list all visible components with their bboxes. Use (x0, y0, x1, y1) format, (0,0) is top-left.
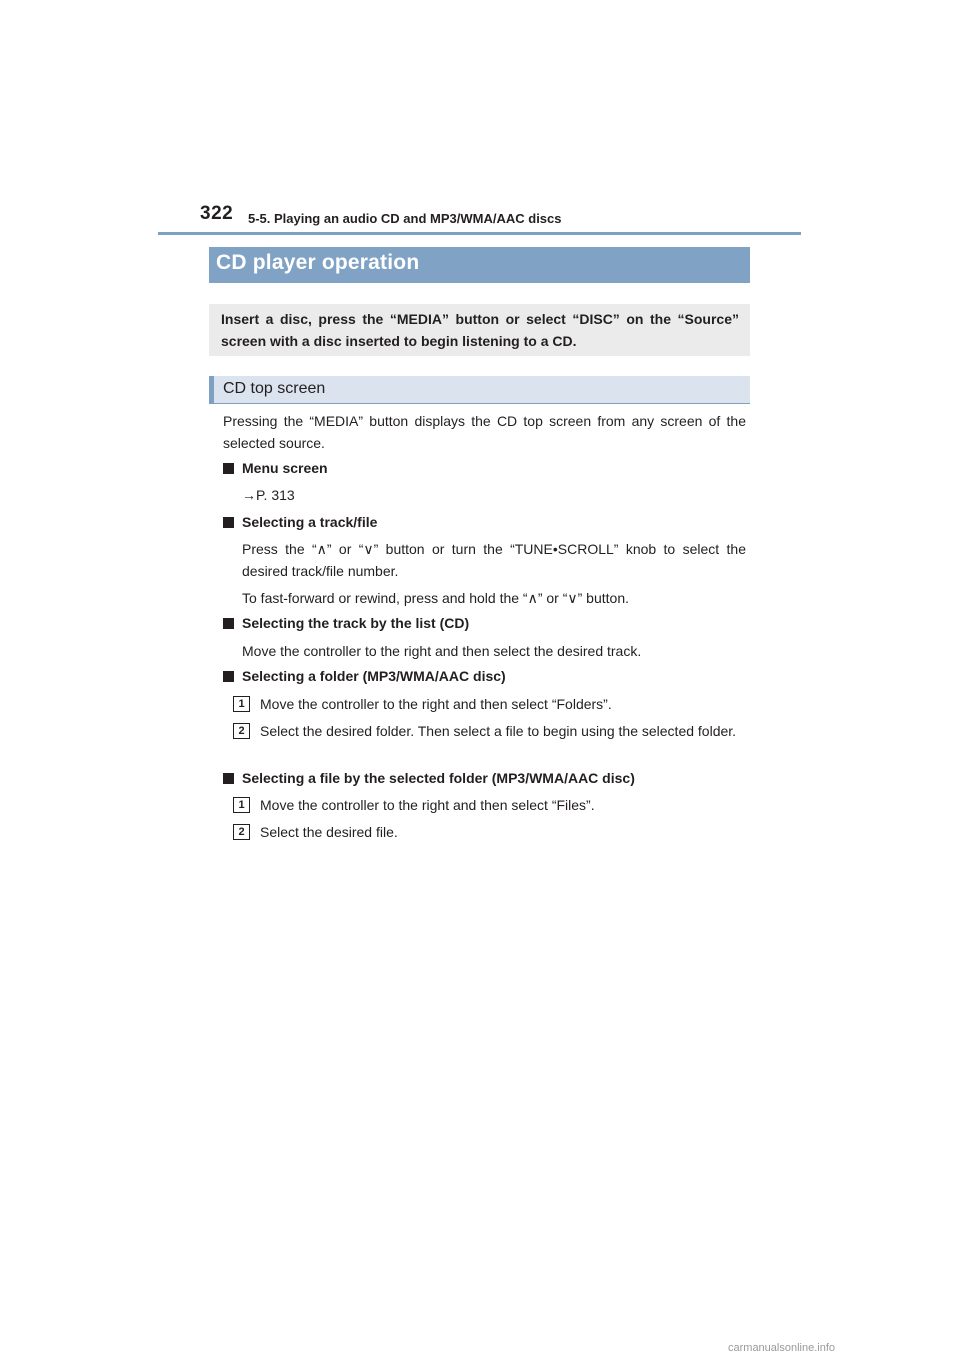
step-text: Select the desired file. (260, 824, 398, 840)
track-file-text: Press the “∧” or “∨” button or turn the “TUNE•SCROLL” knob to select the desired track/file number. (242, 541, 746, 579)
intro-paragraph: Pressing the “MEDIA” button displays the CD top screen from any screen of the selected source. (223, 413, 746, 451)
bullet-square-icon (223, 773, 234, 784)
step-text: Select the desired folder. Then select a file to begin using the selected folder. (260, 723, 737, 739)
subhead-bar (209, 376, 750, 404)
intro-box (209, 304, 750, 356)
title-bar (209, 247, 750, 283)
step-number-badge: 1 (233, 696, 250, 712)
bullet-square-icon (223, 463, 234, 474)
folder-heading: Selecting a folder (MP3/WMA/AAC disc) (223, 668, 506, 684)
bullet-square-icon (223, 618, 234, 629)
track-file-text-2: To fast-forward or rewind, press and hold the “∧” or “∨” button. (242, 590, 629, 606)
bullet-square-icon (223, 671, 234, 682)
track-file-heading: Selecting a track/file (223, 514, 377, 530)
step-number-badge: 2 (233, 723, 250, 739)
step-number-badge: 1 (233, 797, 250, 813)
file-by-folder-heading: Selecting a file by the selected folder (MP3/WMA/AAC disc) (223, 770, 635, 786)
subhead-title: CD top screen (223, 380, 326, 397)
menu-screen-heading: Menu screen (223, 460, 328, 476)
page-number: 322 (200, 203, 234, 224)
track-list-heading: Selecting the track by the list (CD) (223, 615, 469, 631)
section-title: 5-5. Playing an audio CD and MP3/WMA/AAC discs (248, 211, 562, 226)
menu-screen-ref[interactable]: →P. 313 (242, 487, 295, 503)
intro-text: Insert a disc, press the “MEDIA” button or select “DISC” on the “Source” screen with a disc inserted to begin listening to a CD. (221, 311, 739, 349)
bullet-square-icon (223, 517, 234, 528)
step-number-badge: 2 (233, 824, 250, 840)
watermark: carmanualsonline.info (728, 1342, 836, 1354)
subhead-accent (209, 376, 214, 404)
step-text: Move the controller to the right and then select “Folders”. (260, 696, 612, 712)
page-header (200, 203, 800, 233)
page-title: CD player operation (216, 251, 420, 274)
track-list-text: Move the controller to the right and then select the desired track. (242, 643, 642, 659)
header-divider (158, 232, 801, 235)
step-text: Move the controller to the right and then select “Files”. (260, 797, 595, 813)
